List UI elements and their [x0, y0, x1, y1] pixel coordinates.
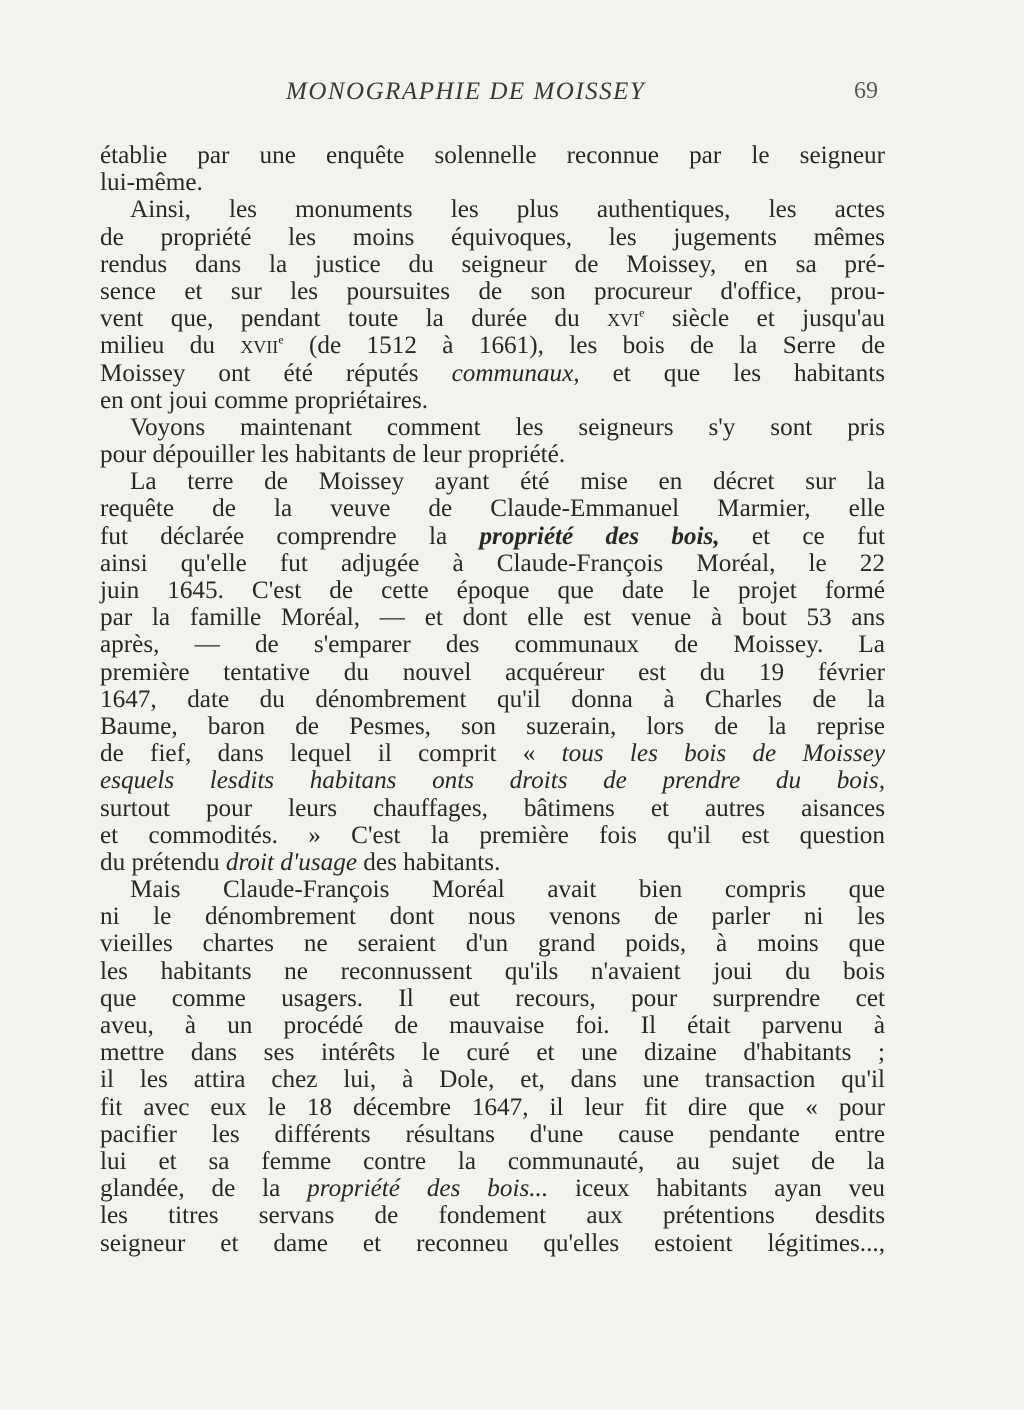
- text-line: il les attira chez lui, à Dole, et, dans une transaction qu'il: [100, 1066, 885, 1094]
- page-number: 69: [854, 78, 878, 104]
- text-line: les titres servans de fondement aux prétentions desdits: [100, 1202, 885, 1230]
- italic-run: esquels lesdits habitans onts droits de prendre du bois,: [100, 767, 885, 795]
- text-line: [100, 849, 885, 876]
- text-run: du prétendu: [100, 848, 226, 876]
- text-line: établie par une enquête solennelle reconnue par le seigneur: [100, 142, 885, 169]
- text-line: mettre dans ses intérêts le curé et une dizaine d'habitants ;: [100, 1039, 885, 1067]
- running-head: [0, 78, 1024, 118]
- text-line: fit avec eux le 18 décembre 1647, il leur fit dire que « pour: [100, 1093, 885, 1121]
- superscript: e: [278, 332, 284, 347]
- bold-italic-run: propriété des bois,: [479, 522, 720, 550]
- text-run: iceux habitants ayan veu: [548, 1175, 885, 1203]
- text-run: et ce fut: [719, 522, 885, 550]
- text-line: seigneur et dame et reconneu qu'elles estoient légitimes...,: [100, 1229, 885, 1257]
- text-line: Ainsi, les monuments les plus authentiques, les actes: [130, 196, 885, 224]
- text-line: [100, 332, 885, 359]
- text-line: rendus dans la justice du seigneur de Moissey, en sa pré-: [100, 250, 885, 278]
- text-line: [100, 767, 885, 794]
- text-line: par la famille Moréal, — et dont elle est venue à bout 53 ans: [100, 604, 885, 632]
- text-line: [100, 740, 885, 767]
- text-run: et que les habitants: [579, 359, 885, 387]
- text-line: aveu, à un procédé de mauvaise foi. Il était parvenu à: [100, 1012, 885, 1039]
- text-run: milieu du: [100, 332, 241, 360]
- body-text: [100, 142, 885, 1257]
- text-run: siècle et jusqu'au: [644, 305, 886, 333]
- text-line: après, — de s'emparer des communaux de Moissey. La: [100, 631, 885, 659]
- text-line: Mais Claude-François Moréal avait bien compris que: [130, 876, 885, 904]
- text-line: 1647, date du dénombrement qu'il donna à Charles de la: [100, 685, 885, 713]
- text-run: de fief, dans lequel il comprit «: [100, 740, 562, 768]
- text-line: vieilles chartes ne seraient d'un grand poids, à moins que: [100, 930, 885, 958]
- text-line: [100, 360, 885, 387]
- text-line: La terre de Moissey ayant été mise en décret sur la: [130, 468, 885, 496]
- text-line: [100, 523, 885, 550]
- text-line: lui-même.: [100, 169, 203, 197]
- text-line: [100, 1175, 885, 1202]
- text-line: ainsi qu'elle fut adjugée à Claude-François Moréal, le 22: [100, 549, 885, 577]
- text-run: glandée, de la: [100, 1175, 308, 1203]
- superscript: e: [639, 305, 645, 320]
- text-line: ni le dénombrement dont nous venons de parler ni les: [100, 903, 885, 931]
- italic-run: communaux,: [451, 359, 580, 387]
- text-line: sence et sur les poursuites de son procureur d'office, prou-: [100, 277, 885, 305]
- text-line: requête de la veuve de Claude-Emmanuel Marmier, elle: [100, 495, 885, 523]
- small-caps-run: xvii: [240, 332, 279, 360]
- italic-run: tous les bois de Moissey: [561, 740, 886, 768]
- text-line: juin 1645. C'est de cette époque que date le projet formé: [100, 577, 885, 604]
- small-caps-run: xvi: [607, 305, 640, 333]
- text-line: et commodités. » C'est la première fois qu'il est question: [100, 821, 885, 849]
- text-run: (de 1512 à 1661), les bois de la Serre de: [283, 332, 886, 360]
- text-line: [100, 305, 885, 332]
- text-line: Voyons maintenant comment les seigneurs s'y sont pris: [130, 413, 885, 441]
- text-line: en ont joui comme propriétaires.: [100, 386, 429, 414]
- italic-run: droit d'usage: [225, 848, 357, 876]
- text-line: surtout pour leurs chauffages, bâtimens et autres aisances: [100, 794, 885, 822]
- text-run: Moissey ont été réputés: [100, 359, 452, 387]
- text-line: les habitants ne reconnussent qu'ils n'avaient joui du bois: [100, 957, 885, 985]
- text-line: première tentative du nouvel acquéreur est du 19 février: [100, 658, 885, 686]
- text-line: pour dépouiller les habitants de leur propriété.: [100, 441, 566, 469]
- text-line: Baume, baron de Pesmes, son suzerain, lors de la reprise: [100, 712, 885, 740]
- text-run: fut déclarée comprendre la: [100, 522, 480, 550]
- text-run: des habitants.: [357, 848, 501, 876]
- text-run: vent que, pendant toute la durée du: [100, 305, 608, 333]
- text-line: que comme usagers. Il eut recours, pour surprendre cet: [100, 984, 885, 1012]
- text-line: de propriété les moins équivoques, les jugements mêmes: [100, 223, 885, 251]
- italic-run: propriété des bois...: [307, 1175, 549, 1203]
- running-head-title: MONOGRAPHIE DE MOISSEY: [286, 78, 646, 105]
- text-line: lui et sa femme contre la communauté, au sujet de la: [100, 1147, 885, 1175]
- text-line: pacifier les différents résultans d'une cause pendante entre: [100, 1120, 885, 1148]
